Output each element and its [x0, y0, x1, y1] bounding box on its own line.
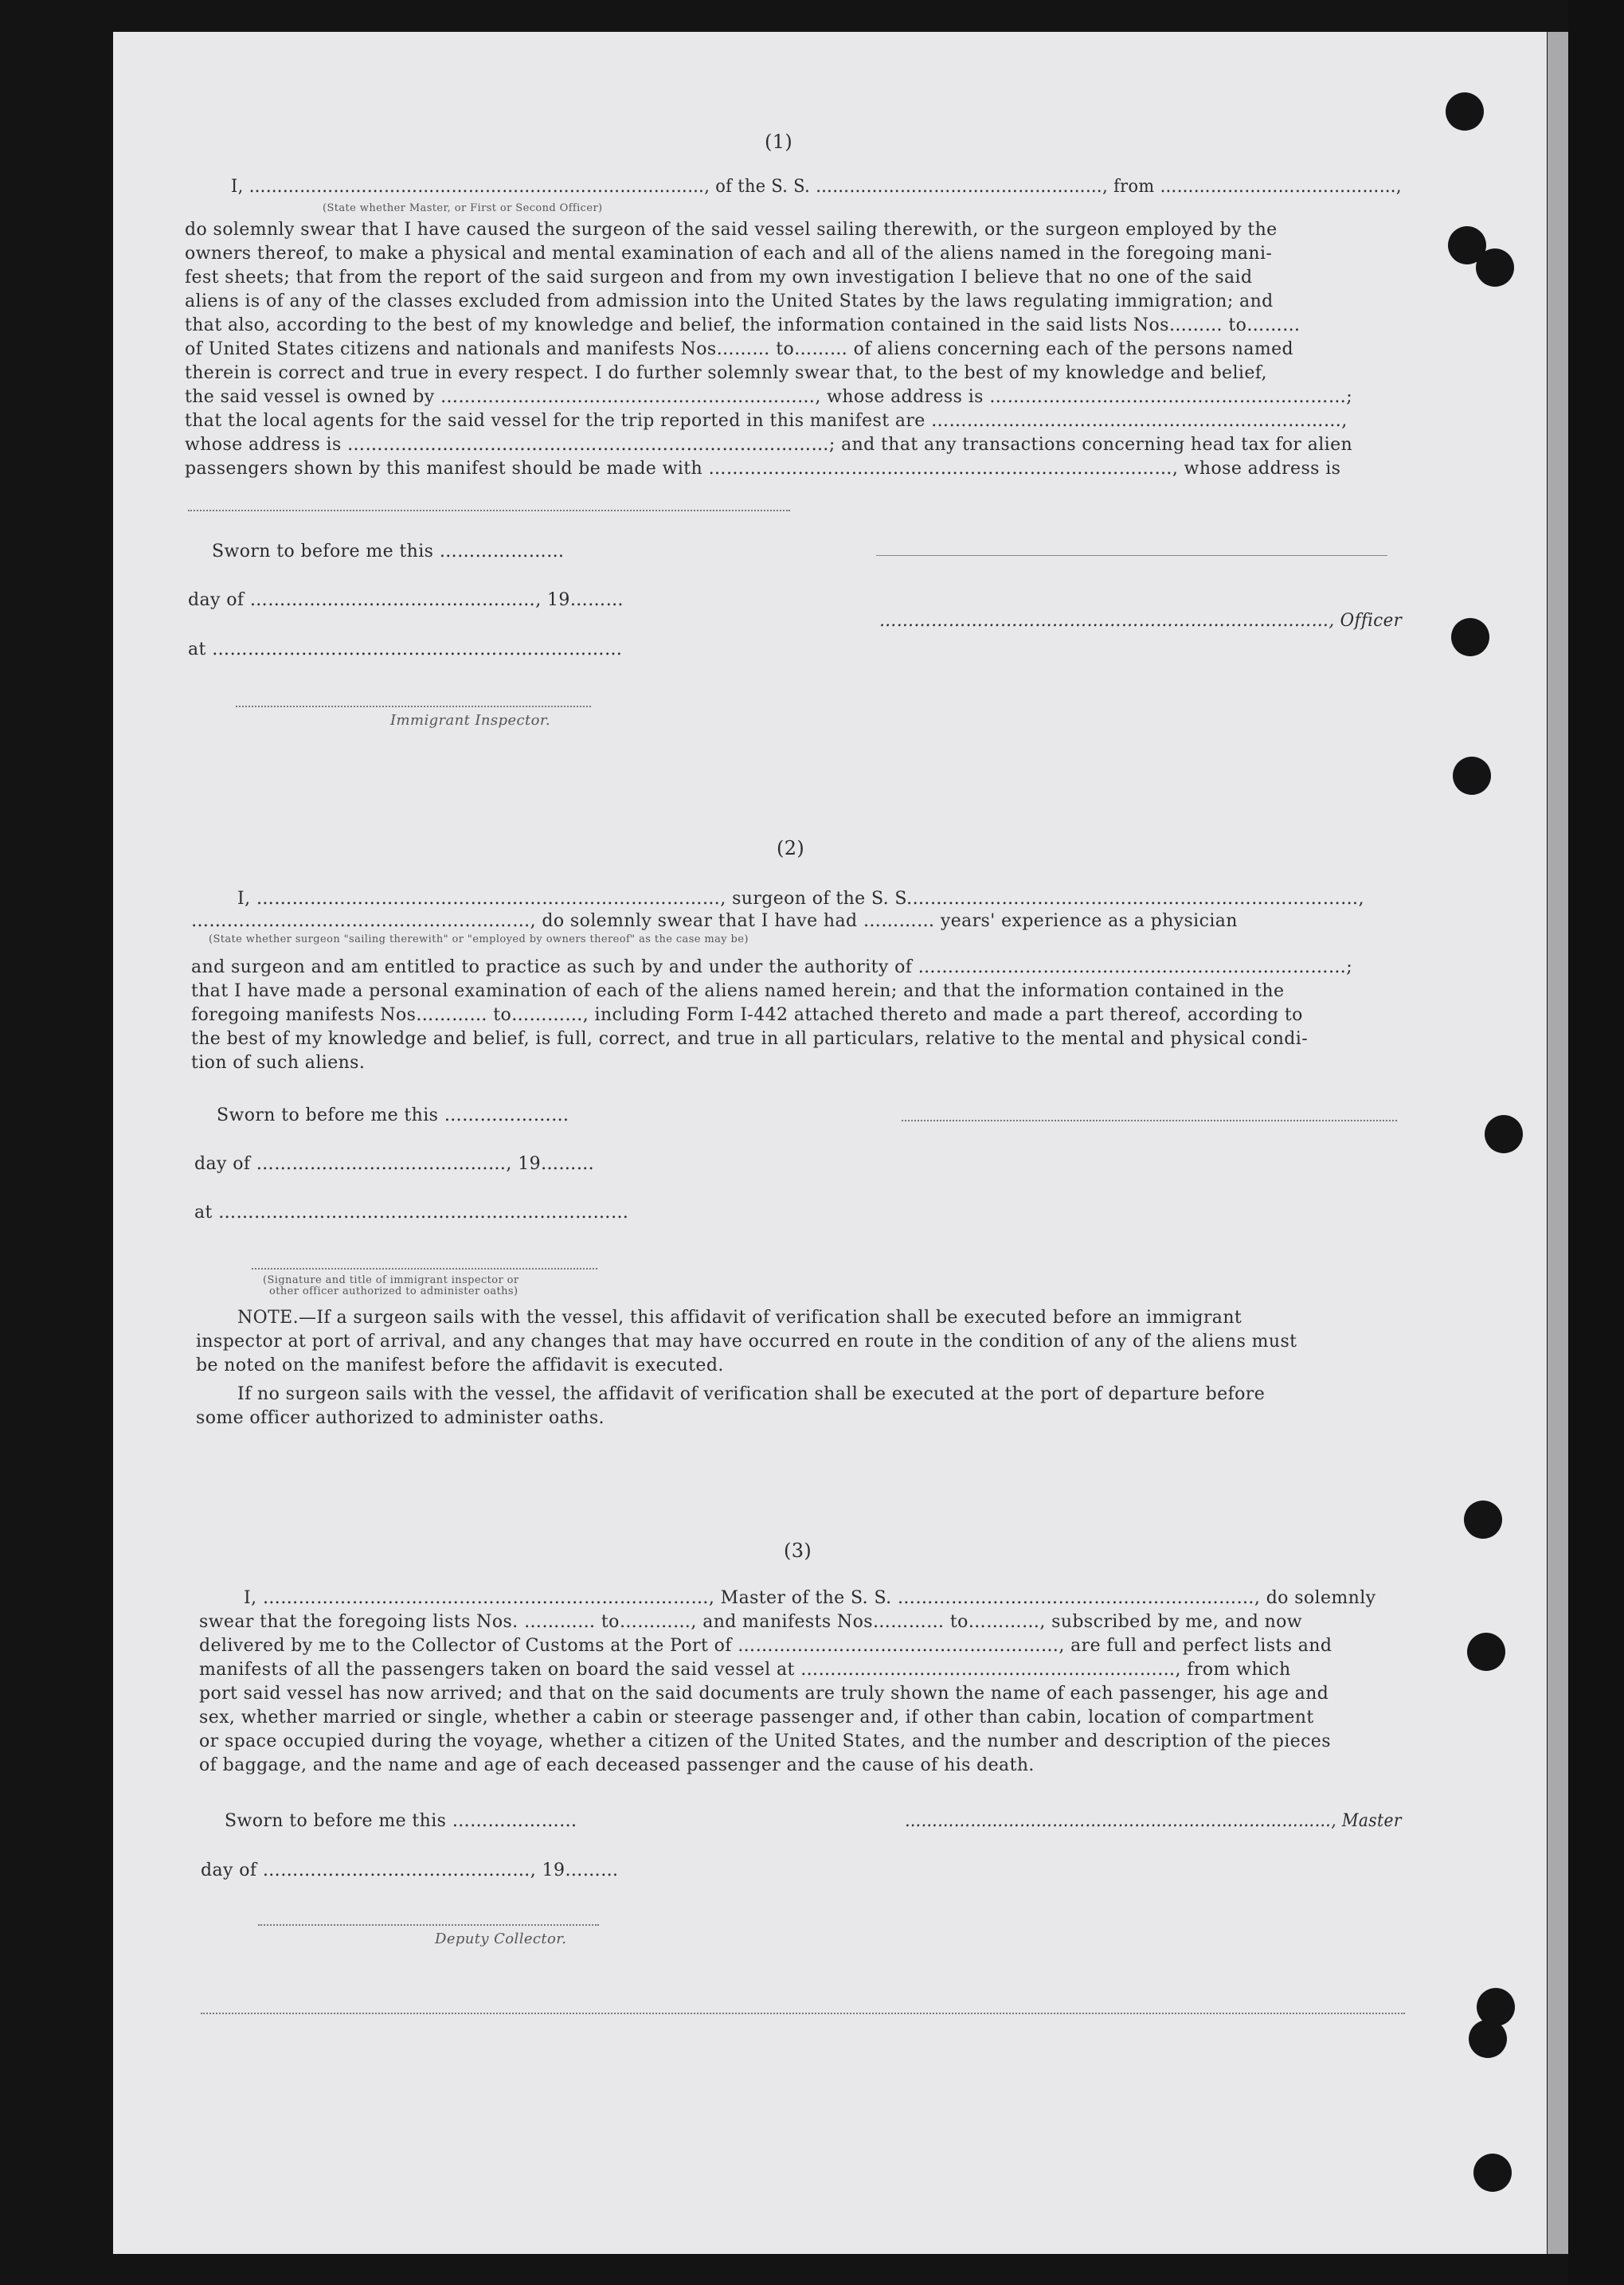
section2-subnote: (State whether surgeon "sailing therewith" or "employed by owners thereof" as the case may be) — [209, 933, 749, 945]
section1-inspector-title: Immigrant Inspector. — [390, 712, 551, 729]
punch-hole — [1485, 1115, 1523, 1153]
section2-body-line: foregoing manifests Nos………… to…………, including Form I-442 attached thereto and made a part thereof, according to — [191, 1005, 1303, 1025]
signature-line — [258, 1924, 599, 1926]
section1-day: day of …………………………………………, 19……… — [188, 590, 624, 610]
section2-note-line: be noted on the manifest before the affidavit is executed. — [196, 1356, 724, 1375]
section3-body-line: swear that the foregoing lists Nos. ………… to…………, and manifests Nos………… to…………, subscribed by me, and now — [199, 1612, 1303, 1632]
scan-border — [1568, 0, 1624, 2285]
section3-body-line: delivered by me to the Collector of Customs at the Port of ………………………………………………, are full and perfect lists and — [199, 1636, 1332, 1656]
section1-body-line: passengers shown by this manifest should be made with ……………………………………………………………………, whose address is — [185, 459, 1341, 479]
punch-hole — [1453, 757, 1491, 795]
section2-body-line: the best of my knowledge and belief, is full, correct, and true in all particulars, relative to the mental and physical condi- — [191, 1029, 1309, 1049]
section1-body-line: fest sheets; that from the report of the said surgeon and from my own investigation I believe that no one of the said — [185, 268, 1253, 288]
section1-oath-line: I, ………………………………………………………………………, of the S. S. ……………………………………………, from ……………………………………, — [231, 177, 1402, 197]
section1-body-line: of United States citizens and nationals and manifests Nos……… to……… of aliens concerning each of the persons named — [185, 339, 1294, 359]
signature-line — [876, 555, 1387, 556]
section2-note-line: inspector at port of arrival, and any changes that may have occurred en route in the condition of any of the aliens must — [196, 1332, 1297, 1352]
bottom-dotted-rule — [201, 2013, 1405, 2014]
section2-note-line: If no surgeon sails with the vessel, the affidavit of verification shall be executed at the port of departure before — [237, 1384, 1266, 1404]
punch-hole — [1446, 92, 1484, 131]
section3-sworn: Sworn to before me this ………………… — [225, 1811, 577, 1831]
section3-master-signature: ……………………………………………………………………, Master — [905, 1811, 1402, 1831]
section3-body-line: manifests of all the passengers taken on board the said vessel at ………………………………………………………, from which — [199, 1660, 1291, 1680]
section1-body-line: that also, according to the best of my knowledge and belief, the information contained in the said lists Nos……… to……… — [185, 315, 1301, 335]
section3-body-line: of baggage, and the name and age of each deceased passenger and the cause of his death. — [199, 1755, 1035, 1775]
section2-body-line: and surgeon and am entitled to practice as such by and under the authority of ………………………………………………………………; — [191, 957, 1353, 977]
signature-line — [236, 706, 591, 707]
section2-oath-line2: …………………………………………………, do solemnly swear that I have had ………… years' experience as a physician — [191, 911, 1238, 931]
section1-body-line: therein is correct and true in every respect. I do further solemnly swear that, to the best of my knowledge and belief, — [185, 363, 1267, 383]
section2-signature-note: other officer authorized to administer oaths) — [269, 1285, 519, 1297]
section2-signature-note: (Signature and title of immigrant inspector or — [263, 1274, 519, 1286]
dotted-rule — [188, 510, 790, 511]
section1-body-line: owners thereof, to make a physical and mental examination of each and all of the aliens named in the foregoing mani- — [185, 244, 1273, 264]
section3-body-line: I, …………………………………………………………………, Master of the S. S. ……………………………………………………, do solemnly — [244, 1588, 1376, 1608]
section3-collector-title: Deputy Collector. — [435, 1931, 567, 1947]
punch-hole — [1469, 2020, 1507, 2058]
section2-note-line: some officer authorized to administer oaths. — [196, 1408, 605, 1428]
punch-hole — [1473, 2154, 1512, 2192]
section2-body-line: tion of such aliens. — [191, 1053, 366, 1073]
section3-day: day of ………………………………………, 19……… — [201, 1860, 619, 1880]
section1-at: at …………………………………………………………… — [188, 640, 623, 659]
section1-subnote: (State whether Master, or First or Second Officer) — [323, 202, 603, 214]
section2-oath-line: I, ……………………………………………………………………, surgeon of the S. S.…………………………………………………………………, — [237, 889, 1364, 909]
section3-body-line: or space occupied during the voyage, whether a citizen of the United States, and the number and description of the pieces — [199, 1731, 1331, 1751]
section3-body-line: sex, whether married or single, whether a cabin or steerage passenger and, if other than cabin, location of compartment — [199, 1708, 1314, 1727]
section2-day: day of ……………………………………, 19……… — [194, 1154, 595, 1174]
signature-line — [902, 1120, 1397, 1121]
punch-hole — [1476, 248, 1514, 287]
section3-heading: (3) — [784, 1540, 812, 1562]
section2-note-line: NOTE.—If a surgeon sails with the vessel, this affidavit of verification shall be executed before an immigrant — [237, 1308, 1242, 1328]
punch-hole — [1467, 1633, 1505, 1671]
section1-body-line: the said vessel is owned by ………………………………………………………, whose address is ……………………………………………………; — [185, 387, 1353, 407]
punch-hole — [1464, 1501, 1502, 1539]
section1-officer-signature: ……………………………………………………………………, Officer — [879, 611, 1403, 631]
section3-body-line: port said vessel has now arrived; and that on the said documents are truly shown the name of each passenger, his age and — [199, 1684, 1329, 1704]
punch-hole — [1451, 618, 1489, 656]
section1-body-line: aliens is of any of the classes excluded from admission into the United States by the laws regulating immigration; and — [185, 291, 1274, 311]
signature-line — [252, 1268, 597, 1270]
section1-heading: (1) — [765, 131, 793, 153]
section2-body-line: that I have made a personal examination of each of the aliens named herein; and that the information contained in the — [191, 981, 1285, 1001]
section1-body-line: that the local agents for the said vessel for the trip reported in this manifest are ……………………………………………………………, — [185, 411, 1348, 431]
section2-at: at …………………………………………………………… — [194, 1203, 629, 1223]
section1-sworn: Sworn to before me this ………………… — [212, 542, 565, 561]
section1-body-line: whose address is ………………………………………………………………………; and that any transactions concerning head tax for alien — [185, 435, 1353, 455]
section2-sworn: Sworn to before me this ………………… — [217, 1105, 569, 1125]
page-edge — [1548, 32, 1568, 2254]
section1-body-line: do solemnly swear that I have caused the surgeon of the said vessel sailing therewith, or the surgeon employed by the — [185, 220, 1278, 240]
section2-heading: (2) — [777, 837, 805, 859]
